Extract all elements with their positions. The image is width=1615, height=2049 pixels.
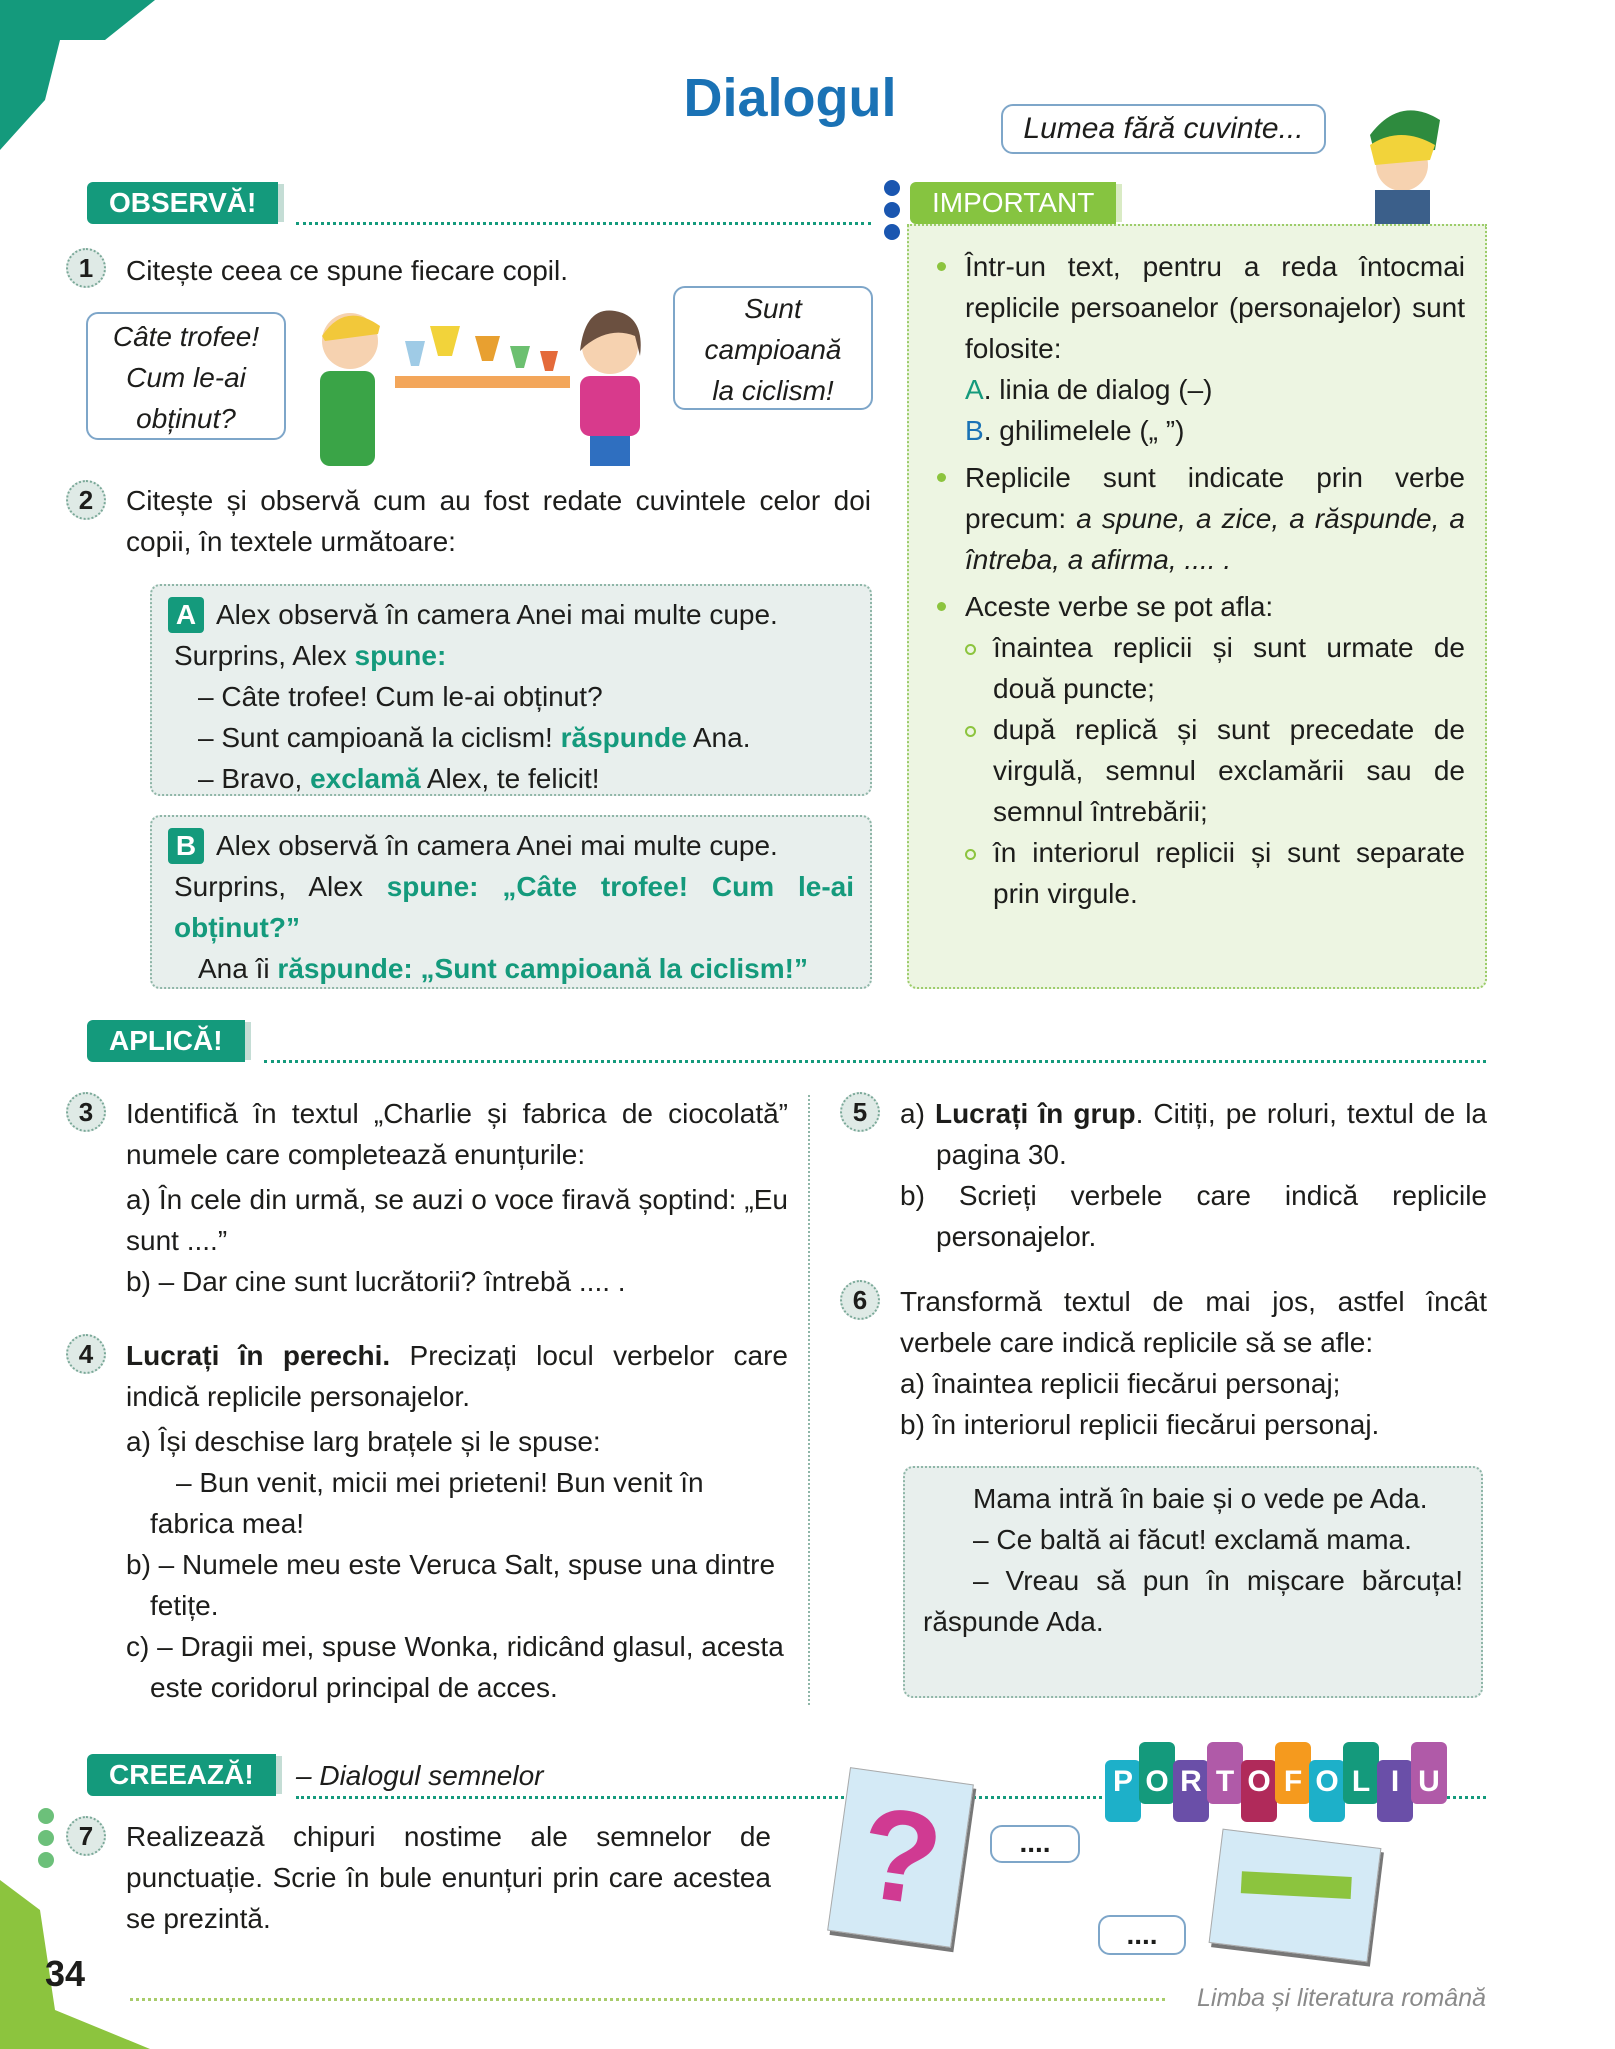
bubble-line: Câte trofee!: [112, 321, 260, 352]
text: . linia de dialog (–): [983, 374, 1213, 405]
logo-letter: O: [1139, 1742, 1175, 1804]
rule-item: Aceste verbe se pot afla:: [935, 586, 1465, 627]
speech-bubble-boy: [86, 312, 286, 440]
boy-character-illustration: [1340, 95, 1465, 225]
dialog-line: – Ce baltă ai făcut! exclamă mama.: [973, 1524, 1412, 1555]
label-a: A: [168, 597, 204, 633]
column-divider: [808, 1095, 810, 1705]
exercise-number: 4: [66, 1334, 106, 1374]
text: Surprins, Alex: [174, 871, 387, 902]
text: Mama intră în baie și o vede pe Ada.: [973, 1483, 1428, 1514]
bubble-line: campioană: [704, 334, 842, 365]
subject-footer: Limba și literatura română: [1196, 1984, 1486, 2012]
text: Precizați locul verbelor care indică replicile personajelor.: [126, 1340, 788, 1412]
item-a: a) Își deschise larg brațele și le spuse:: [126, 1426, 601, 1457]
logo-letter: O: [1241, 1760, 1277, 1822]
exercise-2-text: Citește și observă cum au fost redate cuvintele celor doi copii, în textele următoare:: [126, 485, 871, 557]
exercise-3: [126, 1093, 788, 1302]
verb-highlight: spune:: [354, 640, 447, 671]
sub-item: în interiorul replicii și sunt separate prin virgule.: [935, 832, 1465, 914]
dialog-line: – Vreau să pun în mișcare bărcuța! răspunde Ada.: [923, 1565, 1463, 1637]
text: . Citiți, pe roluri, textul de la pagina 30.: [936, 1098, 1487, 1170]
logo-letter: F: [1275, 1742, 1311, 1804]
exercise-6: [900, 1281, 1487, 1445]
item-b: b) în interiorul replicii fiecărui personaj.: [900, 1409, 1380, 1440]
text: Alex observă în camera Anei mai multe cupe.: [216, 599, 778, 630]
text: Alex observă în camera Anei mai multe cupe.: [216, 830, 778, 861]
portofoliu-logo: [1105, 1742, 1505, 1822]
item-a: a) înaintea replicii fiecărui personaj;: [900, 1368, 1341, 1399]
children-trophies-illustration: [300, 296, 660, 471]
sub-item: după replică și sunt precedate de virgulă, semnul exclamării sau de semnul întrebării;: [935, 709, 1465, 832]
exercise-number: 7: [66, 1816, 106, 1856]
exercise-1-text: Citește ceea ce spune fiecare copil.: [126, 255, 569, 286]
footer-divider: [130, 1998, 1165, 2001]
important-box: [907, 224, 1487, 989]
item-b: b) – Dar cine sunt lucrătorii? întrebă .... .: [126, 1266, 626, 1297]
verb-highlight: răspunde: „Sunt campioană la ciclism!”: [277, 953, 808, 984]
example-box-b: [150, 815, 872, 989]
item-c: c) – Dragii mei, spuse Wonka, ridicând glasul, acesta este coridorul principal de acces.: [126, 1631, 784, 1703]
dialog-line: – Câte trofee! Cum le-ai obținut?: [198, 681, 603, 712]
create-subtitle: – Dialogul semnelor: [296, 1760, 544, 1791]
exercise-number: 1: [66, 248, 106, 288]
example-box-a: [150, 584, 872, 796]
bubble-line: la ciclism!: [712, 375, 834, 406]
text: Surprins, Alex: [174, 640, 355, 671]
text: – Sunt campioană la ciclism!: [198, 722, 561, 753]
logo-letter: P: [1105, 1760, 1141, 1822]
rule-item: Într-un text, pentru a reda întocmai replicile persoanelor (personajelor) sunt folosite:: [935, 246, 1465, 369]
page-number: 34: [45, 1953, 86, 1994]
text-box-mama: [903, 1466, 1483, 1698]
divider: [296, 222, 871, 225]
question-mark-card: ?: [827, 1767, 974, 1948]
exercise-number: 5: [840, 1092, 880, 1132]
divider: [264, 1060, 1486, 1063]
exercise-number: 6: [840, 1280, 880, 1320]
punctuation-character-card: [1209, 1829, 1382, 1963]
verb-highlight: exclamă: [310, 763, 421, 794]
logo-letter: O: [1309, 1760, 1345, 1822]
text: Ana.: [686, 722, 751, 753]
item-a: a) În cele din urmă, se auzi o voce firavă șoptind: „Eu sunt ....”: [126, 1184, 788, 1256]
exercise-3-text: Identifică în textul „Charlie și fabrica de ciocolată” numele care completează enunțurile:: [126, 1098, 788, 1170]
exercise-5: [900, 1093, 1487, 1257]
exercise-number: 3: [66, 1092, 106, 1132]
verb-highlight: spune: „Câte trofee! Cum le-ai obținut?”: [174, 871, 854, 943]
logo-letter: R: [1173, 1760, 1209, 1822]
dots-decoration: [38, 1808, 54, 1868]
empty-speech-bubble: ....: [1098, 1915, 1186, 1955]
text: Alex, te felicit!: [420, 763, 600, 794]
verb-highlight: răspunde: [560, 722, 687, 753]
exercise-6-text: Transformă textul de mai jos, astfel încât verbele care indică replicile să se afle:: [900, 1286, 1487, 1358]
bubble-line: Cum le-ai: [126, 362, 246, 393]
text: – Bravo,: [198, 763, 311, 794]
bubble-line: obținut?: [136, 403, 236, 434]
logo-letter: U: [1411, 1742, 1447, 1804]
logo-letter: L: [1343, 1742, 1379, 1804]
exercise-7-text: Realizează chipuri nostime ale semnelor de punctuație. Scrie în bule enunțuri prin care acestea se prezintă.: [126, 1821, 771, 1934]
label-a: A: [965, 374, 984, 405]
dots-decoration: [884, 180, 900, 240]
page-title: Dialogul: [683, 68, 897, 128]
logo-letter: I: [1377, 1760, 1413, 1822]
section-tab-important: IMPORTANT: [910, 182, 1116, 224]
speech-bubble: Lumea fără cuvinte...: [1001, 104, 1326, 154]
exercise-number: 2: [66, 480, 106, 520]
section-tab-observe: OBSERVĂ!: [87, 182, 278, 224]
text: a): [900, 1098, 935, 1129]
logo-letter: T: [1207, 1742, 1243, 1804]
text: Replicile sunt indicate prin verbe precum:: [965, 462, 1465, 534]
instruction-bold: Lucrați în grup: [934, 1098, 1136, 1129]
speech-bubble-girl: [673, 286, 873, 410]
instruction-bold: Lucrați în perechi.: [126, 1340, 391, 1371]
empty-speech-bubble: ....: [990, 1825, 1080, 1863]
text: . ghilimelele („ ”): [983, 415, 1185, 446]
label-b: B: [965, 415, 984, 446]
item-b: b) – Numele meu este Veruca Salt, spuse una dintre fetițe.: [126, 1549, 776, 1621]
label-b: B: [168, 828, 204, 864]
section-tab-create: CREEAZĂ!: [87, 1754, 276, 1796]
sub-item: înaintea replicii și sunt urmate de două puncte;: [935, 627, 1465, 709]
item-b: b) Scrieți verbele care indică replicile personajelor.: [900, 1180, 1487, 1252]
rule-item: [935, 457, 1465, 580]
section-tab-apply: APLICĂ!: [87, 1020, 245, 1062]
bubble-line: Sunt: [744, 293, 802, 324]
exercise-4: [126, 1335, 788, 1708]
text: Ana îi: [198, 953, 278, 984]
item-a-dialog: – Bun venit, micii mei prieteni! Bun venit în fabrica mea!: [150, 1467, 704, 1539]
verb-examples: a spune, a zice, a răspunde, a întreba, a afirma, .... .: [965, 503, 1465, 575]
